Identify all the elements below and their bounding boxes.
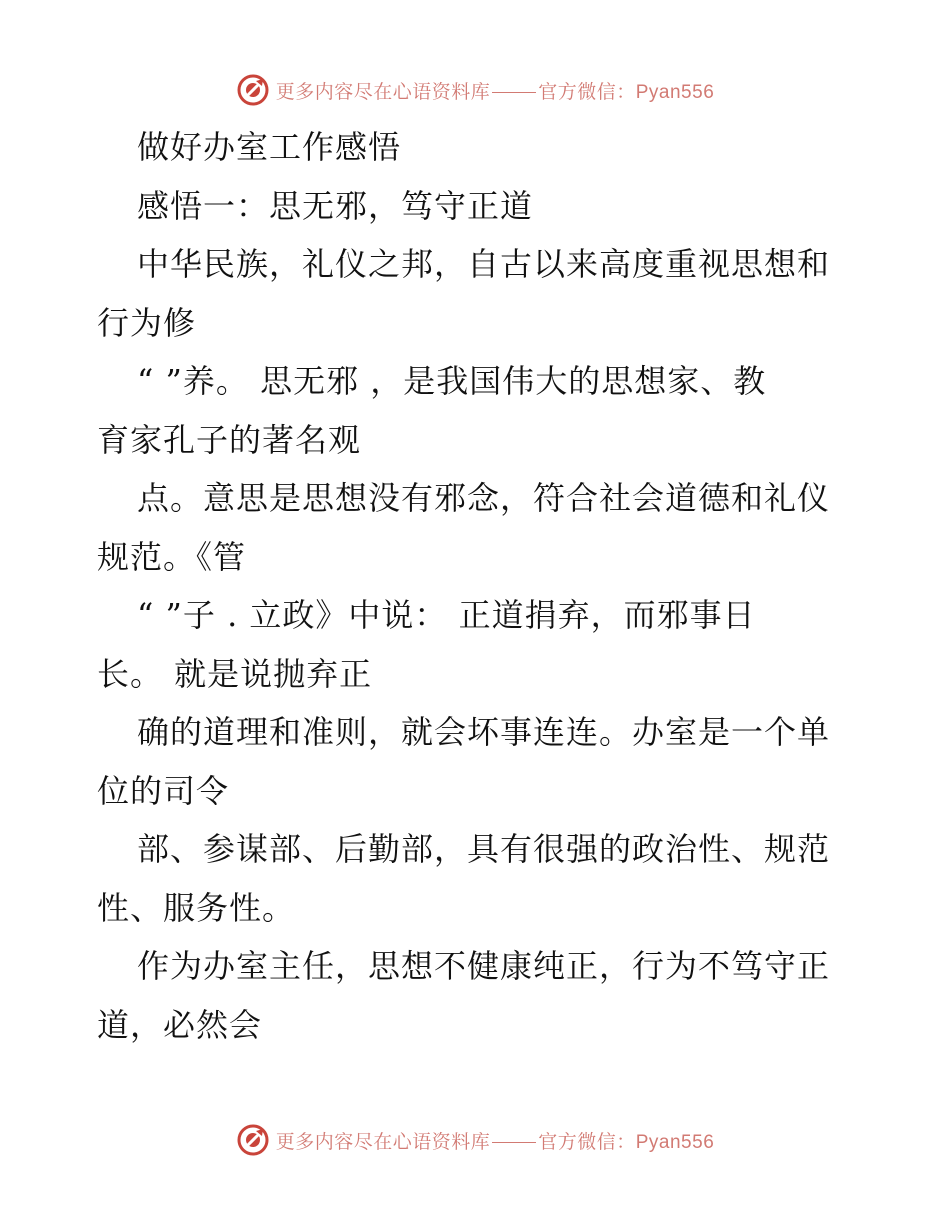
paragraph-line: “ ”养。 思无邪 ，是我国伟大的思想家、教 [137, 362, 767, 400]
document-title: 做好办室工作感悟 [137, 128, 402, 166]
paragraph-line: 点。意思是思想没有邪念，符合社会道德和礼仪 [137, 479, 831, 517]
logo-icon [236, 73, 270, 107]
paragraph-line: 作为办室主任，思想不健康纯正，行为不笃守正 [137, 947, 831, 985]
logo-icon [236, 1123, 270, 1157]
paragraph-line: 道，必然会 [97, 1005, 263, 1044]
paragraph-line: 行为修 [97, 303, 197, 342]
paragraph-line: 确的道理和准则，就会坏事连连。办室是一个单 [137, 713, 831, 751]
document-body [97, 118, 857, 1054]
banner-text: 更多内容尽在心语资料库 官方微信：Pyan556 [275, 80, 715, 103]
header-banner [0, 70, 950, 110]
paragraph-line: 性、服务性。 [97, 888, 296, 927]
paragraph-line: 位的司令 [97, 771, 230, 810]
banner-text: 更多内容尽在心语资料库 官方微信：Pyan556 [275, 1130, 715, 1153]
paragraph-line: 规范。《管 [97, 537, 247, 576]
footer-banner [0, 1120, 950, 1160]
paragraph-line: 部、参谋部、后勤部，具有很强的政治性、规范 [137, 830, 831, 868]
paragraph-line: 长。 就是说抛弃正 [97, 654, 373, 693]
section-heading: 感悟一：思无邪，笃守正道 [137, 186, 534, 225]
paragraph-line: “ ”子 . 立政》中说： 正道捐弃，而邪事日 [137, 596, 756, 634]
paragraph-line: 中华民族，礼仪之邦，自古以来高度重视思想和 [137, 245, 831, 283]
paragraph-line: 育家孔子的著名观 [97, 420, 362, 459]
